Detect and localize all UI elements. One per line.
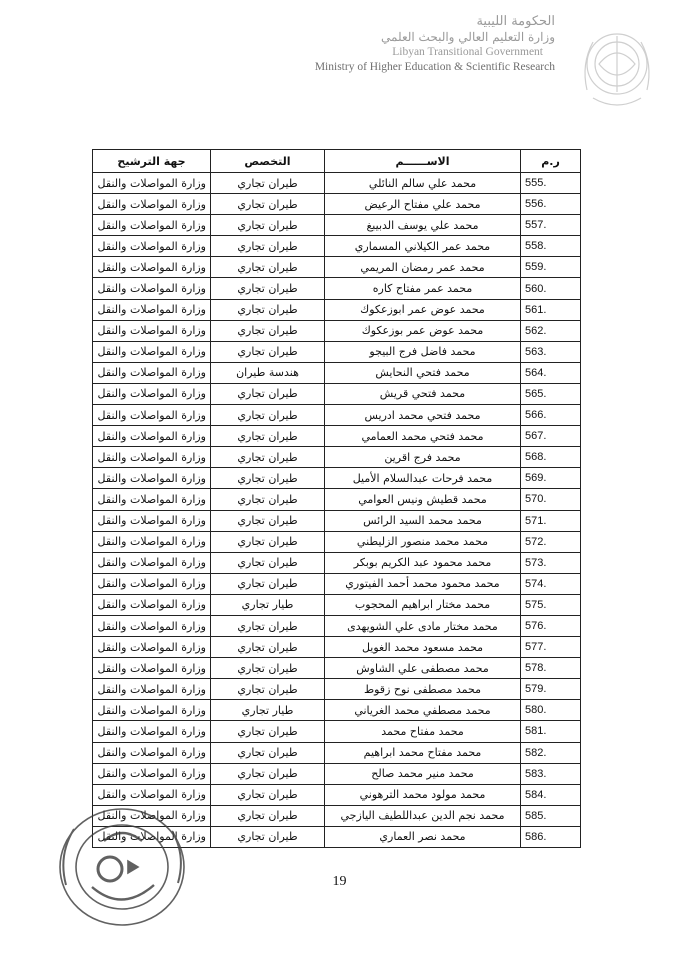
table-row (93, 426, 581, 447)
table-row (93, 573, 581, 594)
row-number: 574. (521, 573, 581, 594)
row-specialty: طيران تجاري (211, 383, 325, 404)
row-authority: وزارة المواصلات والنقل (93, 510, 211, 531)
row-name: محمد قطيش ونيس العوامي (325, 489, 521, 510)
row-name: محمد فاضل فرج البيجو (325, 341, 521, 362)
row-name: محمد مختار ابراهيم المحجوب (325, 594, 521, 615)
row-number: 583. (521, 763, 581, 784)
row-specialty: طيران تجاري (211, 784, 325, 805)
table-row (93, 615, 581, 636)
row-specialty: طيران تجاري (211, 278, 325, 299)
row-specialty: طيران تجاري (211, 763, 325, 784)
row-authority: وزارة المواصلات والنقل (93, 552, 211, 573)
row-name: محمد فرج اقرين (325, 447, 521, 468)
row-number: 566. (521, 405, 581, 426)
table-row (93, 447, 581, 468)
row-specialty: طيران تجاري (211, 531, 325, 552)
row-specialty: طيران تجاري (211, 257, 325, 278)
table-row (93, 383, 581, 404)
table-row (93, 320, 581, 341)
table-row (93, 236, 581, 257)
row-number: 565. (521, 383, 581, 404)
table-row (93, 173, 581, 194)
row-name: محمد مختار مادى علي الشويهدى (325, 615, 521, 636)
row-number: 562. (521, 320, 581, 341)
table-row (93, 489, 581, 510)
row-number: 573. (521, 552, 581, 573)
table-row (93, 278, 581, 299)
row-authority: وزارة المواصلات والنقل (93, 826, 211, 847)
row-name: محمد محمد السيد الرائس (325, 510, 521, 531)
row-authority: وزارة المواصلات والنقل (93, 468, 211, 489)
row-authority: وزارة المواصلات والنقل (93, 489, 211, 510)
row-specialty: طيران تجاري (211, 426, 325, 447)
row-name: محمد عمر مفتاح كاره (325, 278, 521, 299)
row-specialty: طيران تجاري (211, 320, 325, 341)
row-number: 586. (521, 826, 581, 847)
row-authority: وزارة المواصلات والنقل (93, 805, 211, 826)
letterhead-arabic-ministry: وزارة التعليم العالي والبحث العلمي (381, 30, 555, 45)
row-authority: وزارة المواصلات والنقل (93, 637, 211, 658)
row-number: 563. (521, 341, 581, 362)
table-header-row (93, 150, 581, 173)
row-authority: وزارة المواصلات والنقل (93, 594, 211, 615)
letterhead-english-ministry: Ministry of Higher Education & Scientific Research (314, 60, 555, 73)
row-specialty: طيران تجاري (211, 173, 325, 194)
row-authority: وزارة المواصلات والنقل (93, 320, 211, 341)
table-row (93, 194, 581, 215)
row-number: 570. (521, 489, 581, 510)
row-authority: وزارة المواصلات والنقل (93, 784, 211, 805)
row-specialty: طيران تجاري (211, 805, 325, 826)
row-specialty: طيران تجاري (211, 679, 325, 700)
row-name: محمد فتحي النحايش (325, 362, 521, 383)
row-name: محمد مصطفى علي الشاوش (325, 658, 521, 679)
row-number: 567. (521, 426, 581, 447)
row-specialty: هندسة طيران (211, 362, 325, 383)
table-row (93, 721, 581, 742)
row-authority: وزارة المواصلات والنقل (93, 278, 211, 299)
row-authority: وزارة المواصلات والنقل (93, 700, 211, 721)
row-specialty: طيران تجاري (211, 510, 325, 531)
header-specialty: التخصص (211, 150, 325, 173)
row-specialty: طيران تجاري (211, 215, 325, 236)
row-number: 560. (521, 278, 581, 299)
row-number: 564. (521, 362, 581, 383)
table-row (93, 341, 581, 362)
row-number: 561. (521, 299, 581, 320)
row-specialty: طيران تجاري (211, 489, 325, 510)
row-number: 572. (521, 531, 581, 552)
row-authority: وزارة المواصلات والنقل (93, 426, 211, 447)
row-number: 571. (521, 510, 581, 531)
row-authority: وزارة المواصلات والنقل (93, 173, 211, 194)
row-name: محمد عوض عمر ابوزعكوك (325, 299, 521, 320)
row-name: محمد مولود محمد الترهوني (325, 784, 521, 805)
row-authority: وزارة المواصلات والنقل (93, 447, 211, 468)
row-name: محمد محمود محمد أحمد الفيتوري (325, 573, 521, 594)
row-specialty: طيران تجاري (211, 615, 325, 636)
table-row (93, 405, 581, 426)
table-row (93, 763, 581, 784)
row-number: 579. (521, 679, 581, 700)
row-specialty: طيران تجاري (211, 658, 325, 679)
row-authority: وزارة المواصلات والنقل (93, 742, 211, 763)
table-row (93, 742, 581, 763)
row-name: محمد عمر الكيلاني المسماري (325, 236, 521, 257)
row-number: 557. (521, 215, 581, 236)
row-name: محمد نصر العماري (325, 826, 521, 847)
header-name: الاســــــم (325, 150, 521, 173)
row-specialty: طيران تجاري (211, 468, 325, 489)
row-number: 584. (521, 784, 581, 805)
row-authority: وزارة المواصلات والنقل (93, 194, 211, 215)
row-authority: وزارة المواصلات والنقل (93, 383, 211, 404)
table-row (93, 637, 581, 658)
letterhead-arabic-government: الحكومة الليبية (476, 14, 555, 29)
row-name: محمد مصطفى نوح زقوط (325, 679, 521, 700)
row-name: محمد نجم الدين عبداللطيف اليازجي (325, 805, 521, 826)
table-row (93, 215, 581, 236)
row-name: محمد مسعود محمد الغويل (325, 637, 521, 658)
row-number: 578. (521, 658, 581, 679)
row-name: محمد فتحي قريش (325, 383, 521, 404)
row-authority: وزارة المواصلات والنقل (93, 236, 211, 257)
page-number: 19 (332, 874, 347, 889)
row-specialty: طيران تجاري (211, 299, 325, 320)
row-number: 555. (521, 173, 581, 194)
row-authority: وزارة المواصلات والنقل (93, 405, 211, 426)
row-specialty: طيران تجاري (211, 826, 325, 847)
row-authority: وزارة المواصلات والنقل (93, 658, 211, 679)
row-number: 580. (521, 700, 581, 721)
row-specialty: طيران تجاري (211, 573, 325, 594)
table-row (93, 257, 581, 278)
table-row (93, 594, 581, 615)
row-name: محمد فرحات عبدالسلام الأميل (325, 468, 521, 489)
row-number: 556. (521, 194, 581, 215)
table-row (93, 658, 581, 679)
row-authority: وزارة المواصلات والنقل (93, 763, 211, 784)
ministry-emblem-icon (569, 20, 665, 116)
row-specialty: طيران تجاري (211, 552, 325, 573)
row-name: محمد فتحي محمد العمامي (325, 426, 521, 447)
row-authority: وزارة المواصلات والنقل (93, 573, 211, 594)
row-specialty: طيران تجاري (211, 194, 325, 215)
row-name: محمد فتحي محمد ادريس (325, 405, 521, 426)
row-specialty: طيار تجاري (211, 700, 325, 721)
table-row (93, 700, 581, 721)
row-number: 581. (521, 721, 581, 742)
row-name: محمد مفتاح محمد (325, 721, 521, 742)
row-number: 585. (521, 805, 581, 826)
row-number: 582. (521, 742, 581, 763)
row-authority: وزارة المواصلات والنقل (93, 341, 211, 362)
table-row (93, 362, 581, 383)
row-authority: وزارة المواصلات والنقل (93, 215, 211, 236)
row-specialty: طيران تجاري (211, 447, 325, 468)
row-authority: وزارة المواصلات والنقل (93, 257, 211, 278)
row-name: محمد عمر رمضان المريمي (325, 257, 521, 278)
row-name: محمد مفتاح محمد ابراهيم (325, 742, 521, 763)
row-authority: وزارة المواصلات والنقل (93, 615, 211, 636)
row-authority: وزارة المواصلات والنقل (93, 679, 211, 700)
table-row (93, 531, 581, 552)
row-authority: وزارة المواصلات والنقل (93, 531, 211, 552)
row-authority: وزارة المواصلات والنقل (93, 721, 211, 742)
row-name: محمد محمد منصور الزليطني (325, 531, 521, 552)
letterhead (115, 14, 555, 74)
row-number: 576. (521, 615, 581, 636)
row-specialty: طيران تجاري (211, 236, 325, 257)
row-number: 558. (521, 236, 581, 257)
row-number: 559. (521, 257, 581, 278)
row-specialty: طيران تجاري (211, 721, 325, 742)
header-nominating-authority: جهة الترشيح (93, 150, 211, 173)
row-specialty: طيران تجاري (211, 405, 325, 426)
table-row (93, 299, 581, 320)
row-number: 575. (521, 594, 581, 615)
table-row (93, 679, 581, 700)
row-name: محمد مصطفي محمد الغرياني (325, 700, 521, 721)
header-number: ر.م (521, 150, 581, 173)
row-authority: وزارة المواصلات والنقل (93, 362, 211, 383)
row-specialty: طيران تجاري (211, 742, 325, 763)
letterhead-english-government: Libyan Transitional Government (392, 46, 543, 59)
row-name: محمد منير محمد صالح (325, 763, 521, 784)
row-name: محمد علي سالم النائلي (325, 173, 521, 194)
row-name: محمد عوض عمر بوزعكوك (325, 320, 521, 341)
row-authority: وزارة المواصلات والنقل (93, 299, 211, 320)
row-specialty: طيران تجاري (211, 341, 325, 362)
row-number: 568. (521, 447, 581, 468)
row-name: محمد علي يوسف الدبيبغ (325, 215, 521, 236)
official-stamp-icon (52, 795, 204, 935)
row-specialty: طيار تجاري (211, 594, 325, 615)
table-row (93, 468, 581, 489)
row-name: محمد علي مفتاح الرعيض (325, 194, 521, 215)
table-row (93, 510, 581, 531)
row-number: 577. (521, 637, 581, 658)
row-name: محمد محمود عبد الكريم بوبكر (325, 552, 521, 573)
table-row (93, 552, 581, 573)
nominees-table (92, 149, 581, 848)
row-number: 569. (521, 468, 581, 489)
row-specialty: طيران تجاري (211, 637, 325, 658)
